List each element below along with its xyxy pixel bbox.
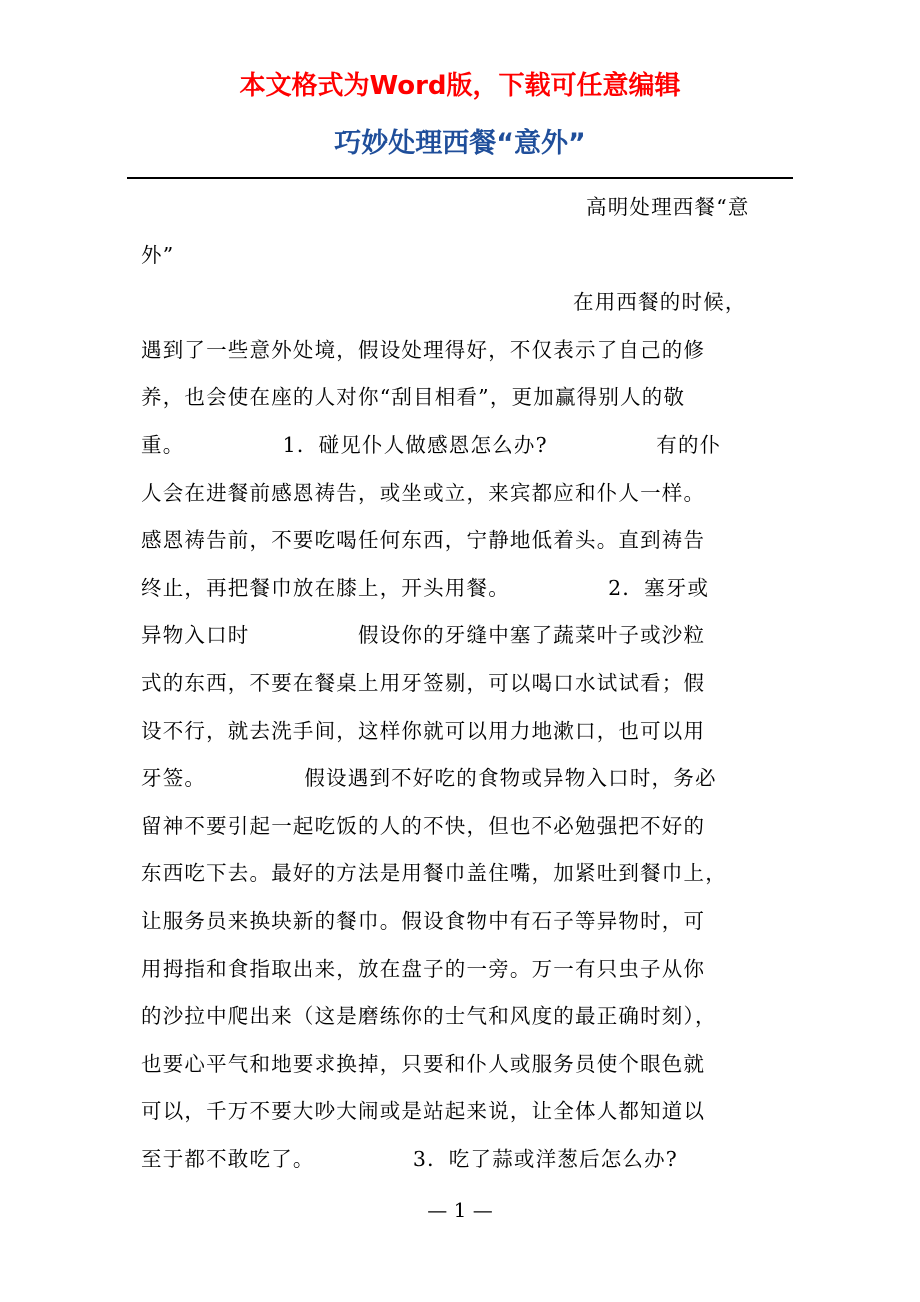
body-line: 人会在进餐前感恩祷告，或坐或立，来宾都应和仆人一样。 — [141, 480, 706, 505]
body-line: 养，也会使在座的人对你“刮目相看”，更加赢得别人的敬 — [141, 385, 686, 410]
body-line: 外” — [141, 242, 175, 267]
body-line: 用拇指和食指取出来，放在盘子的一旁。万一有只虫子从你 — [141, 956, 706, 981]
body-line: 牙签。 假设遇到不好吃的食物或异物入口时，务必 — [141, 766, 717, 791]
body-line: 留神不要引起一起吃饭的人的不快，但也不必勉强把不好的 — [141, 813, 706, 838]
body-line: 也要心平气和地要求换掉，只要和仆人或服务员使个眼色就 — [141, 1051, 706, 1076]
body-line: 设不行，就去洗手间，这样你就可以用力地漱口，也可以用 — [141, 718, 706, 743]
body-line: 东西吃下去。最好的方法是用餐巾盖住嘴，加紧吐到餐巾上， — [141, 861, 727, 886]
title-divider — [127, 177, 793, 179]
body-line: 至于都不敢吃了。 3．吃了蒜或洋葱后怎么办? — [141, 1146, 678, 1171]
document-title: 巧妙处理西餐“意外” — [334, 128, 586, 159]
body-line: 高明处理西餐“意 — [586, 195, 750, 219]
body-line: 重。 1．碰见仆人做感恩怎么办? 有的仆 — [141, 432, 722, 457]
body-line: 让服务员来换块新的餐巾。假设食物中有石子等异物时，可 — [141, 908, 706, 933]
format-banner: 本文格式为Word版，下载可任意编辑 — [239, 71, 681, 101]
body-line: 异物入口时 假设你的牙缝中塞了蔬菜叶子或沙粒 — [141, 623, 706, 648]
body-line: 在用西餐的时候， — [573, 290, 747, 315]
body-line: 的沙拉中爬出来（这是磨练你的士气和风度的最正确时刻）， — [141, 1004, 717, 1029]
article-body — [141, 184, 791, 1183]
body-line: 终止，再把餐巾放在膝上，开头用餐。 2．塞牙或 — [141, 575, 710, 600]
page-number: — 1 — — [427, 1198, 493, 1222]
body-line: 遇到了一些意外处境，假设处理得好，不仅表示了自己的修 — [141, 337, 706, 362]
body-line: 式的东西，不要在餐桌上用牙签剔，可以喝口水试试看；假 — [141, 670, 706, 695]
body-line: 可以，千万不要大吵大闹或是站起来说，让全体人都知道以 — [141, 1099, 706, 1124]
body-line: 感恩祷告前，不要吃喝任何东西，宁静地低着头。直到祷告 — [141, 528, 706, 553]
